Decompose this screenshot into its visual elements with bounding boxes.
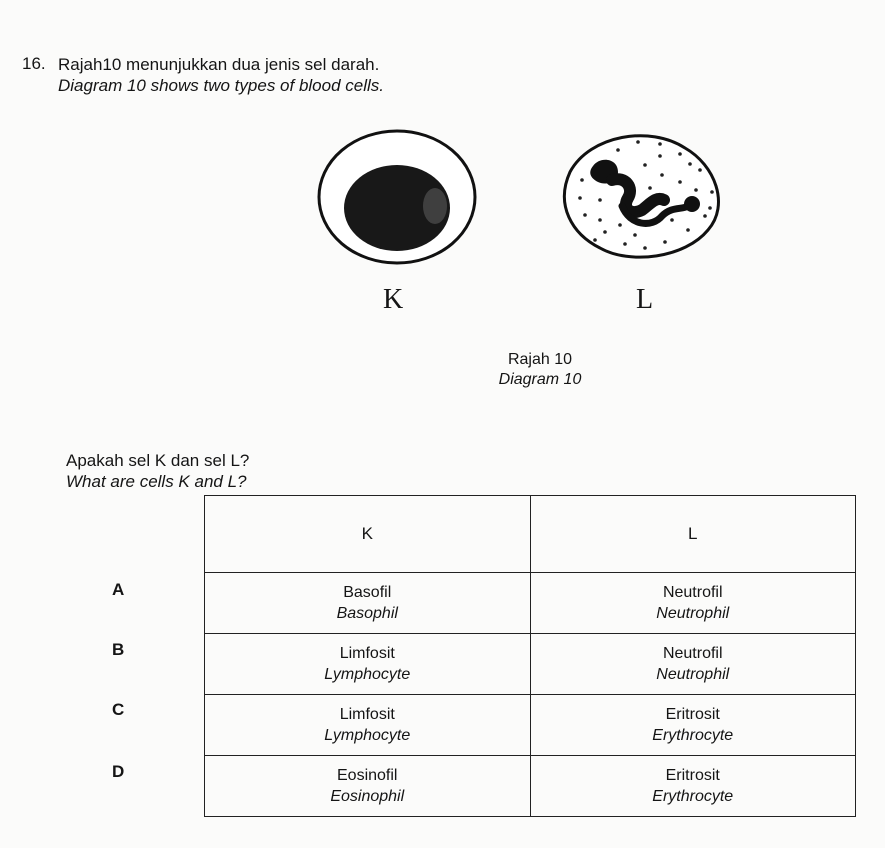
granule-dot <box>658 154 662 158</box>
cell-text-english: Erythrocyte <box>652 788 734 805</box>
header-k: K <box>205 496 531 573</box>
granule-dot <box>660 173 664 177</box>
granule-dot <box>598 218 602 222</box>
granule-dot <box>623 242 627 246</box>
option-d-letter[interactable]: D <box>112 762 125 781</box>
table-row <box>205 573 856 634</box>
option-b-letter[interactable]: B <box>112 640 125 659</box>
granule-dot <box>708 206 712 210</box>
cell-text-english: Lymphocyte <box>324 727 411 744</box>
question-text-english: Diagram 10 shows two types of blood cells. <box>58 76 384 95</box>
granule-dot <box>583 213 587 217</box>
cell-text-english: Neutrophil <box>656 605 730 622</box>
cell-text-english: Erythrocyte <box>652 727 734 744</box>
granule-dot <box>648 186 652 190</box>
question-number: 16. <box>22 54 46 73</box>
granule-dot <box>643 246 647 250</box>
cell-k-option-b <box>205 634 531 695</box>
cell-text-malay: Neutrofil <box>662 645 723 662</box>
answer-table <box>204 495 856 817</box>
table-header-row <box>205 496 856 573</box>
cell-l-option-a <box>530 573 856 634</box>
table-row <box>205 634 856 695</box>
prompt-malay: Apakah sel K dan sel L? <box>66 451 250 470</box>
granule-dot <box>686 228 690 232</box>
prompt-english: What are cells K and L? <box>66 472 247 491</box>
cell-l-option-b <box>530 634 856 695</box>
cell-text-malay: Limfosit <box>339 645 395 662</box>
question-prompt <box>66 450 249 492</box>
granule-dot <box>703 214 707 218</box>
cell-text-malay: Neutrofil <box>662 584 723 601</box>
granule-dot <box>698 168 702 172</box>
granule-dot <box>670 218 674 222</box>
caption-english: Diagram 10 <box>498 371 582 388</box>
cell-l-label: L <box>636 284 654 315</box>
table-row <box>205 756 856 817</box>
granule-dot <box>616 148 620 152</box>
cell-k-option-c <box>205 695 531 756</box>
granule-dot <box>688 162 692 166</box>
question-text <box>58 54 384 96</box>
granule-dot <box>618 223 622 227</box>
diagram-caption <box>480 350 600 390</box>
cell-l-option-c <box>530 695 856 756</box>
cell-l-neutrophil <box>564 136 718 257</box>
blood-cells-diagram <box>300 120 740 330</box>
header-l: L <box>530 496 856 573</box>
granule-dot <box>633 233 637 237</box>
cell-text-malay: Eosinofil <box>337 767 398 784</box>
cell-text-malay: Basofil <box>343 584 392 601</box>
granule-dot <box>678 180 682 184</box>
granule-dot <box>603 230 607 234</box>
option-c-letter[interactable]: C <box>112 700 125 719</box>
cell-k-option-a <box>205 573 531 634</box>
granule-dot <box>710 190 714 194</box>
granule-dot <box>658 142 662 146</box>
granule-dot <box>636 140 640 144</box>
option-a-letter[interactable]: A <box>112 580 125 599</box>
granule-dot <box>593 238 597 242</box>
cell-k-label: K <box>383 284 404 315</box>
cell-text-malay: Eritrosit <box>665 767 720 784</box>
granule-dot <box>694 188 698 192</box>
cell-text-english: Basophil <box>336 605 398 622</box>
cell-k-lymphocyte <box>319 131 475 263</box>
granule-dot <box>580 178 584 182</box>
granule-dot <box>578 196 582 200</box>
granule-dot <box>643 163 647 167</box>
question-text-malay: Rajah10 menunjukkan dua jenis sel darah. <box>58 55 380 74</box>
table-row <box>205 695 856 756</box>
cell-l-option-d <box>530 756 856 817</box>
cell-text-english: Lymphocyte <box>324 666 411 683</box>
cell-text-malay: Eritrosit <box>665 706 720 723</box>
granule-dot <box>598 198 602 202</box>
granule-dot <box>678 152 682 156</box>
cell-text-malay: Limfosit <box>339 706 395 723</box>
caption-malay: Rajah 10 <box>507 351 573 368</box>
granule-dot <box>663 240 667 244</box>
cell-text-english: Neutrophil <box>656 666 730 683</box>
cell-text-english: Eosinophil <box>330 788 405 805</box>
cell-k-option-d <box>205 756 531 817</box>
